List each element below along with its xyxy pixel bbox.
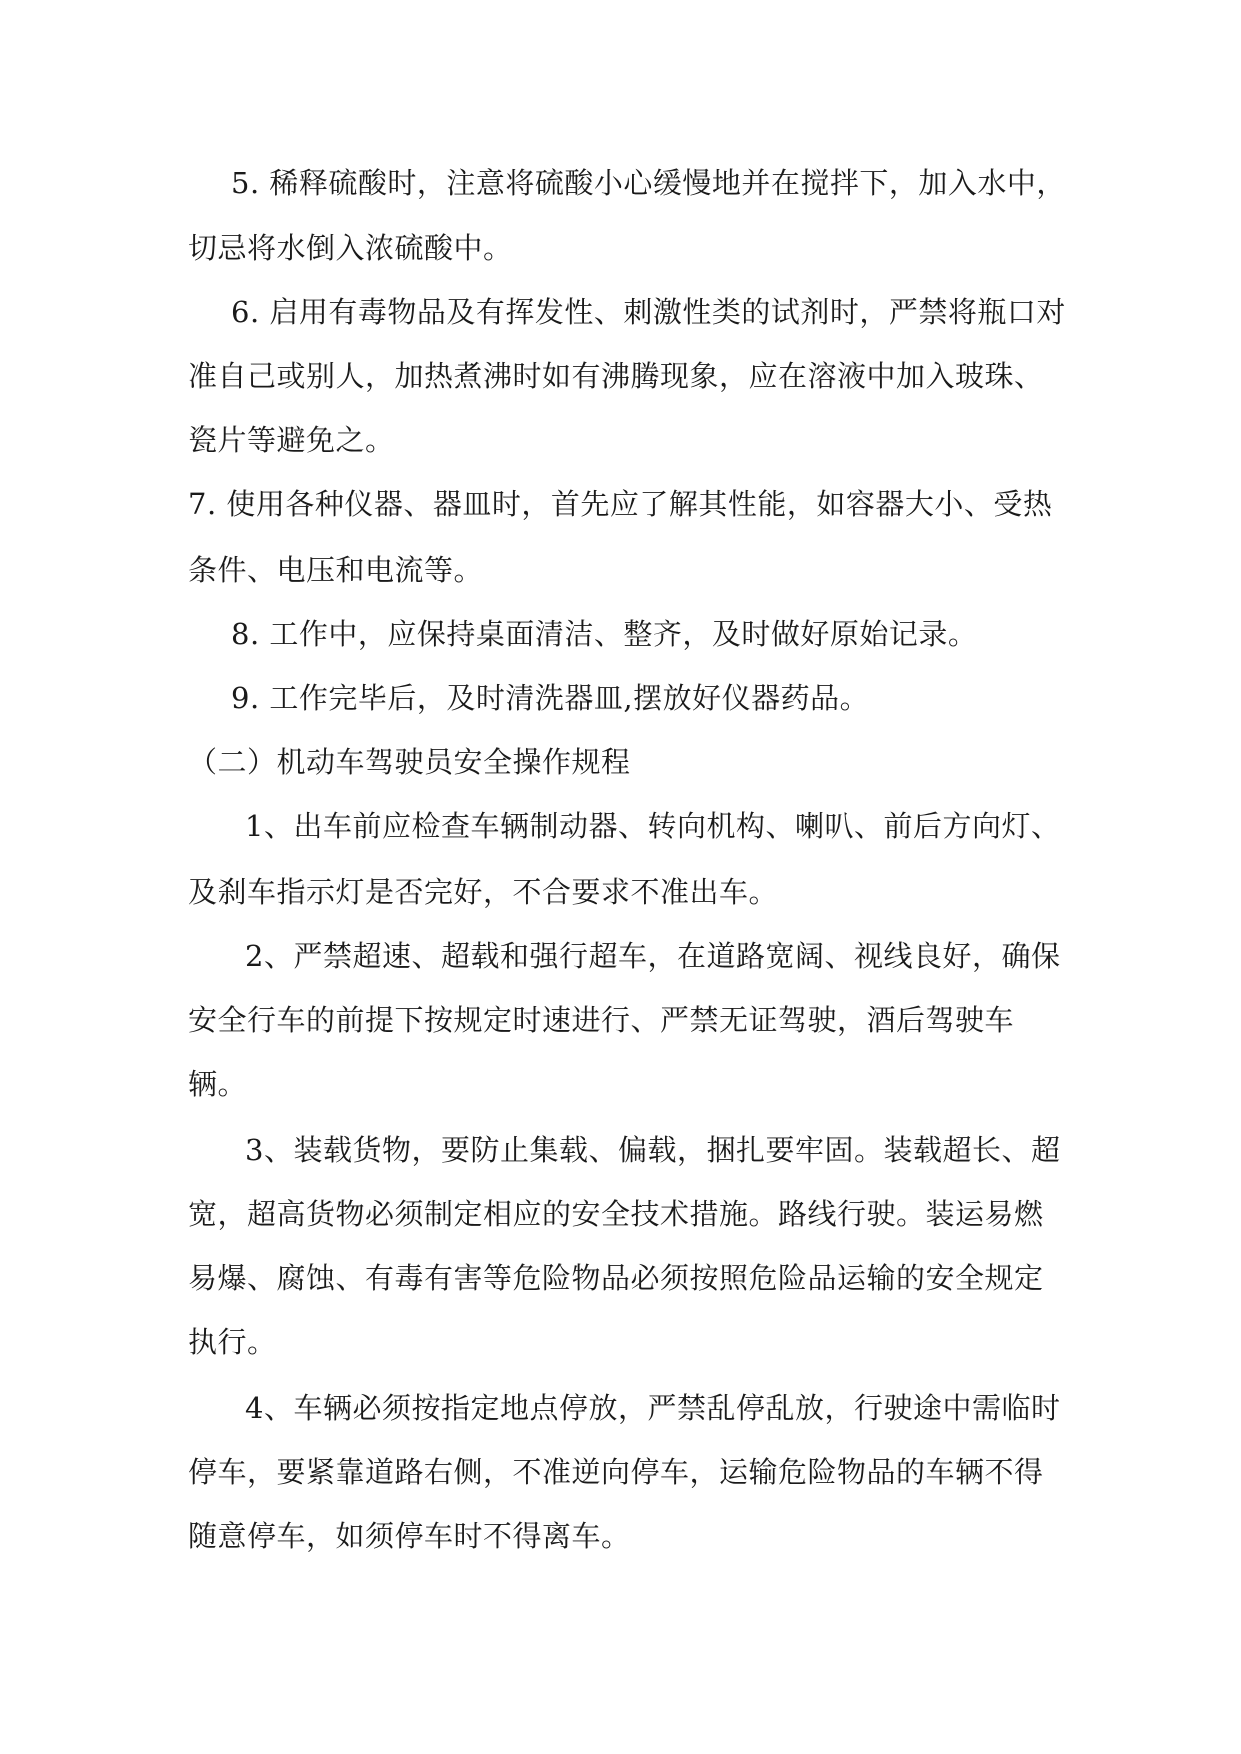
paragraph-line: 切忌将水倒入浓硫酸中。 — [188, 231, 513, 265]
paragraph-line: 随意停车，如须停车时不得离车。 — [188, 1519, 631, 1553]
paragraph-line: 4、车辆必须按指定地点停放，严禁乱停乱放，行驶途中需临时 — [245, 1391, 1061, 1425]
paragraph-line: 准自己或别人，加热煮沸时如有沸腾现象，应在溶液中加入玻珠、 — [188, 359, 1044, 393]
paragraph-line: 5. 稀释硫酸时，注意将硫酸小心缓慢地并在搅拌下，加入水中， — [231, 166, 1066, 200]
paragraph-line: 8. 工作中，应保持桌面清洁、整齐，及时做好原始记录。 — [231, 617, 978, 651]
paragraph-line: 条件、电压和电流等。 — [188, 553, 484, 587]
paragraph-line: 9. 工作完毕后，及时清洗器皿,摆放好仪器药品。 — [231, 681, 870, 715]
paragraph-line: 及刹车指示灯是否完好，不合要求不准出车。 — [188, 875, 779, 909]
paragraph-line: 辆。 — [188, 1067, 248, 1101]
paragraph-line: 执行。 — [188, 1325, 277, 1359]
paragraph-line: 瓷片等避免之。 — [188, 423, 395, 457]
paragraph-line: 6. 启用有毒物品及有挥发性、刺激性类的试剂时，严禁将瓶口对 — [231, 295, 1066, 329]
paragraph-line: 易爆、腐蚀、有毒有害等危险物品必须按照危险品运输的安全规定 — [188, 1261, 1044, 1295]
paragraph-line: 2、严禁超速、超载和强行超车，在道路宽阔、视线良好，确保 — [245, 939, 1061, 973]
paragraph-line: 停车，要紧靠道路右侧，不准逆向停车，运输危险物品的车辆不得 — [188, 1455, 1044, 1489]
paragraph-line: 宽，超高货物必须制定相应的安全技术措施。路线行驶。装运易燃 — [188, 1197, 1044, 1231]
section-heading: （二）机动车驾驶员安全操作规程 — [188, 745, 631, 779]
paragraph-line: 1、出车前应检查车辆制动器、转向机构、喇叭、前后方向灯、 — [245, 809, 1061, 843]
paragraph-line: 3、装载货物，要防止集载、偏载，捆扎要牢固。装载超长、超 — [245, 1133, 1061, 1167]
paragraph-line: 7. 使用各种仪器、器皿时，首先应了解其性能，如容器大小、受热 — [188, 487, 1053, 521]
paragraph-line: 安全行车的前提下按规定时速进行、严禁无证驾驶，酒后驾驶车 — [188, 1003, 1015, 1037]
